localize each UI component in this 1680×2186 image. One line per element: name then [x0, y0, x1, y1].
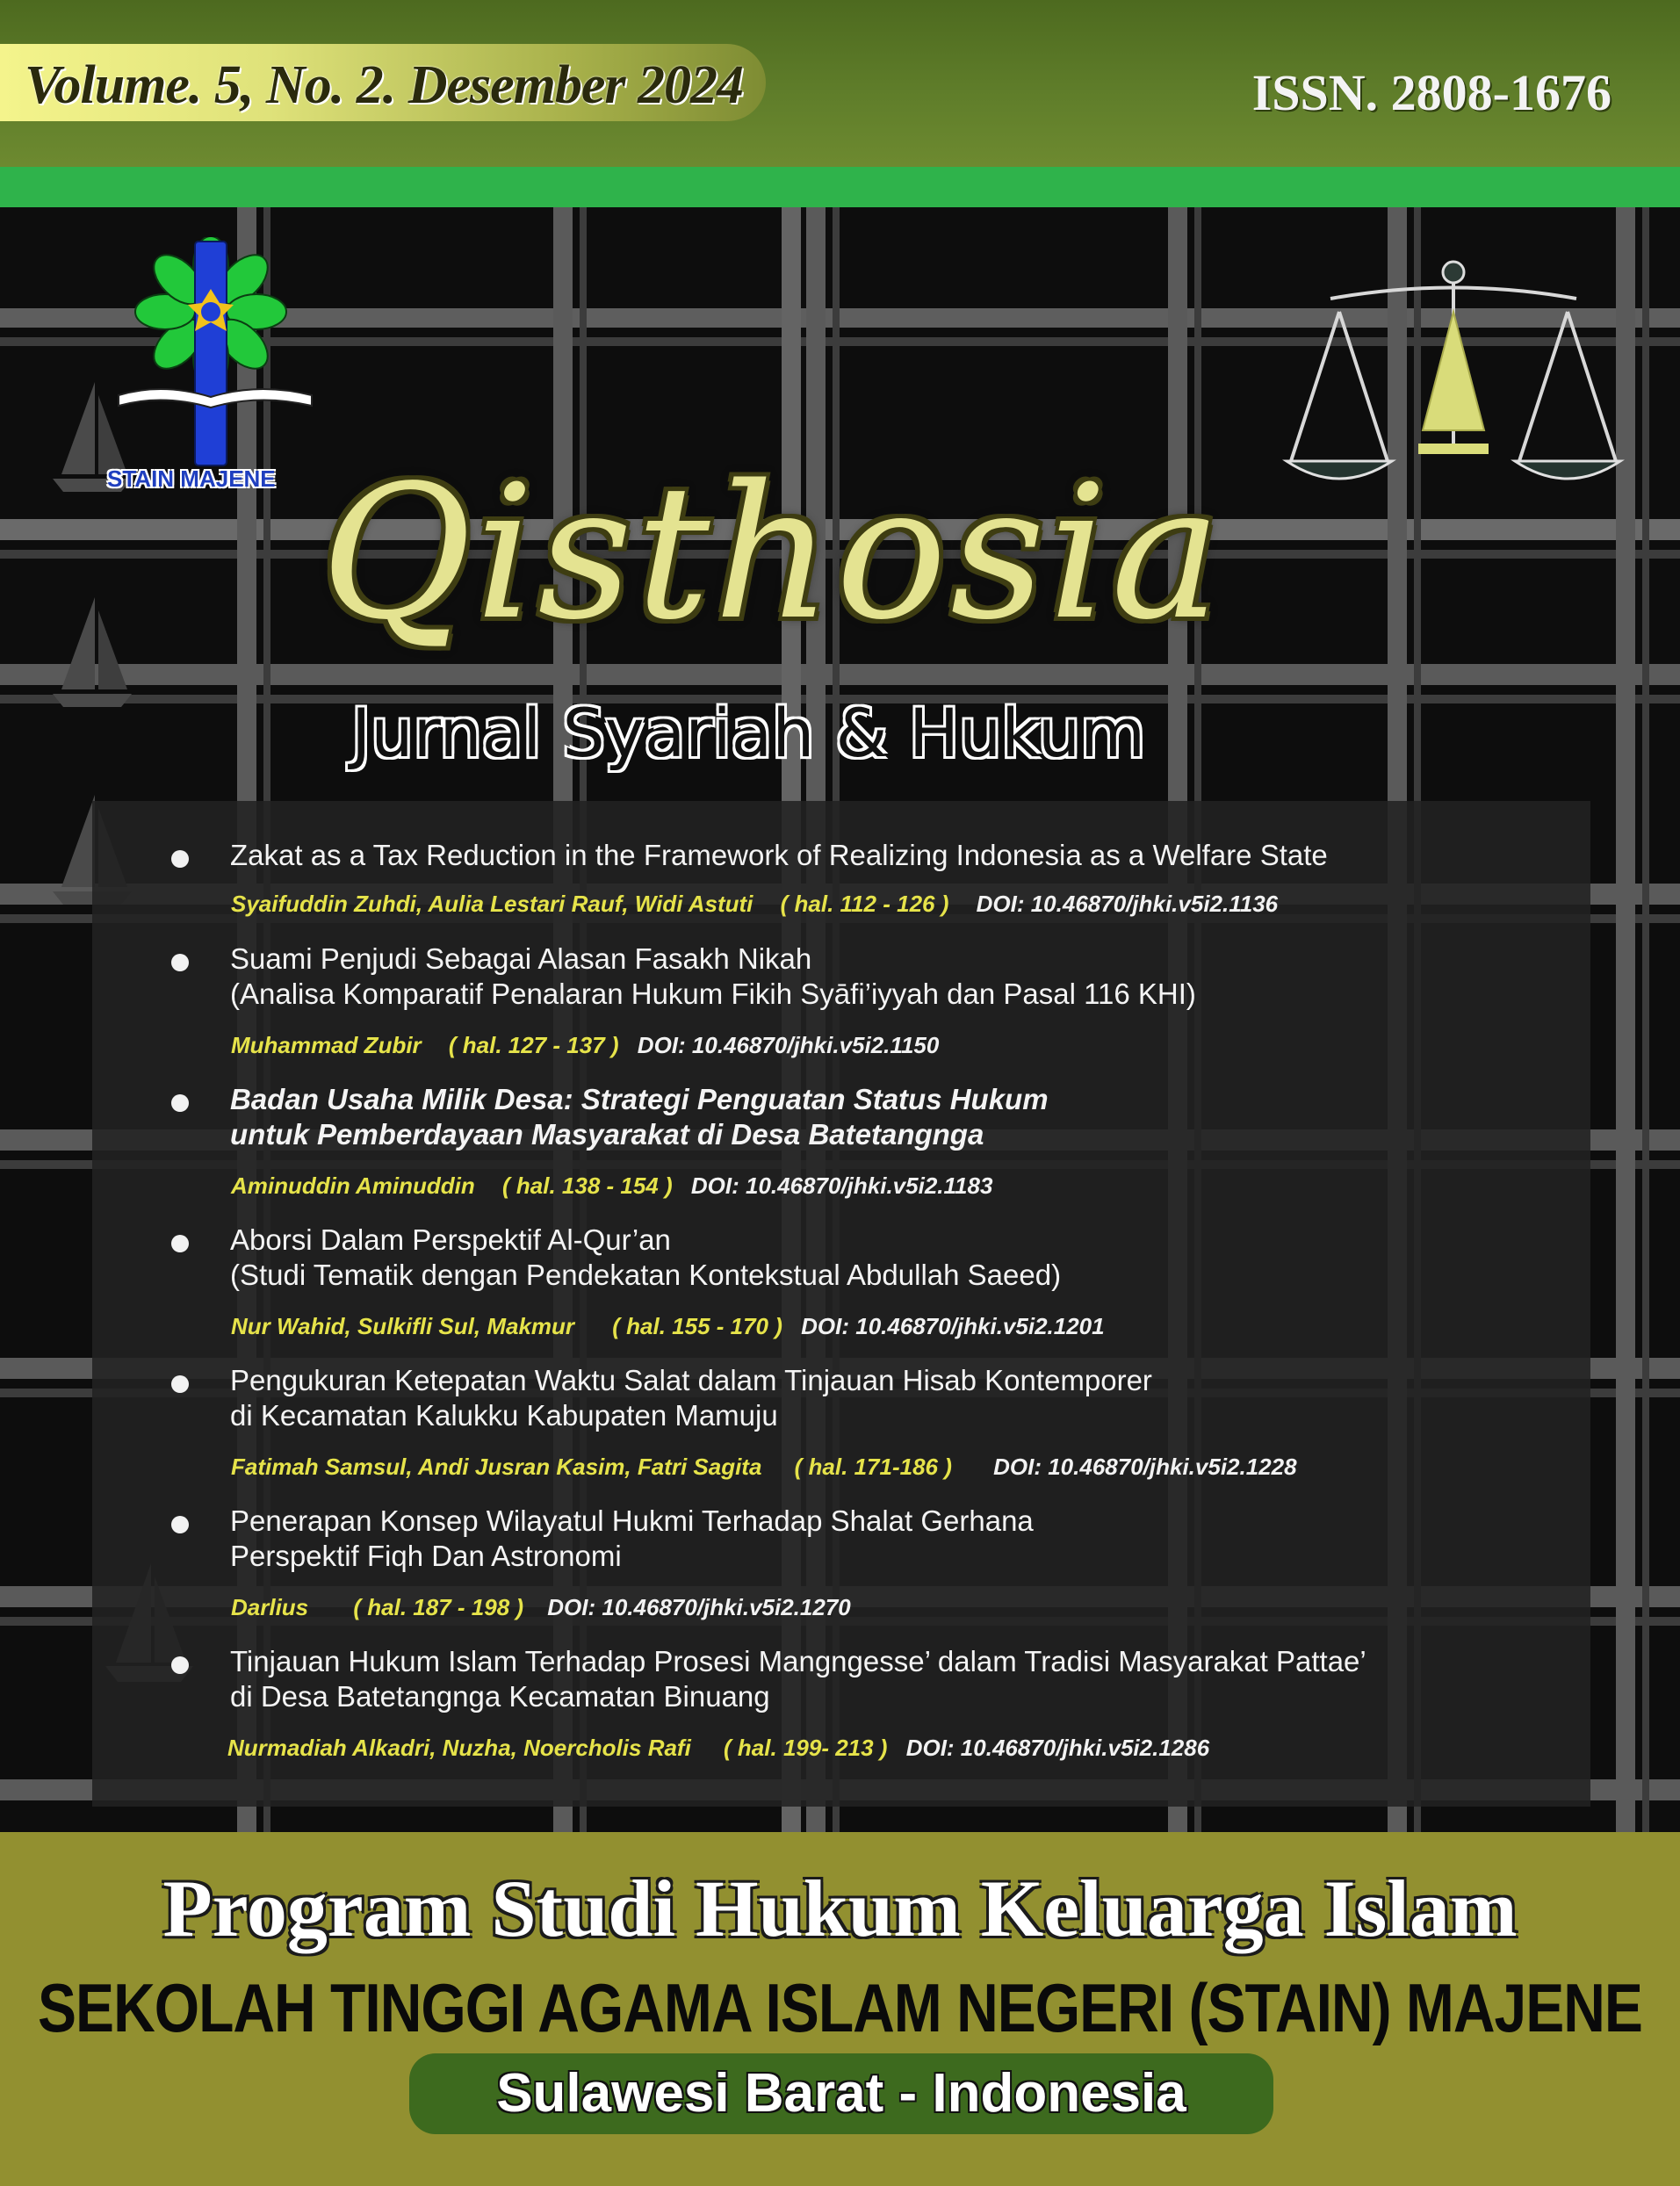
article-title-line: Aborsi Dalam Perspektif Al-Qur’an — [230, 1223, 671, 1256]
bullet-icon — [171, 1656, 189, 1674]
volume-label: Volume. 5, No. 2. Desember 2024 — [25, 55, 744, 115]
bullet-icon — [171, 1375, 189, 1393]
journal-title: Qisthosia — [321, 445, 1225, 660]
article-title-line: Penerapan Konsep Wilayatul Hukmi Terhadap Shalat Gerhana — [230, 1504, 1034, 1537]
article-title-line: Pengukuran Ketepatan Waktu Salat dalam Tinjauan Hisab Kontemporer — [230, 1364, 1152, 1396]
green-band — [0, 167, 1680, 207]
article-doi: DOI: 10.46870/jhki.v5i2.1201 — [801, 1313, 1105, 1339]
article-pages: ( hal. 171-186 ) — [794, 1454, 952, 1480]
bullet-icon — [171, 1235, 189, 1252]
article-title-line: Perspektif Fiqh Dan Astronomi — [230, 1540, 622, 1572]
article-title-line: di Kecamatan Kalukku Kabupaten Mamuju — [230, 1399, 778, 1432]
article-pages: ( hal. 138 - 154 ) — [502, 1172, 673, 1199]
bullet-icon — [171, 1516, 189, 1533]
bullet-icon — [171, 1094, 189, 1112]
stain-majene-logo — [97, 237, 334, 483]
article-title-line: (Analisa Komparatif Penalaran Hukum Fikih Syāfi’iyyah dan Pasal 116 KHI) — [230, 978, 1196, 1010]
article-title-line: Zakat as a Tax Reduction in the Framework of Realizing Indonesia as a Welfare State — [230, 839, 1328, 871]
bullet-icon — [171, 850, 189, 868]
sailboat-icon — [44, 593, 141, 716]
article-authors: Nurmadiah Alkadri, Nuzha, Noercholis Rafi — [227, 1735, 691, 1761]
institution-name: SEKOLAH TINGGI AGAMA ISLAM NEGERI (STAIN) MAJENE — [38, 1969, 1642, 2046]
bullet-icon — [171, 954, 189, 971]
scales-of-justice-icon — [1278, 259, 1629, 505]
article-title-line: (Studi Tematik dengan Pendekatan Kontekstual Abdullah Saeed) — [230, 1259, 1062, 1291]
article-pages: ( hal. 112 - 126 ) — [780, 891, 949, 917]
article-authors: Muhammad Zubir — [231, 1032, 422, 1058]
article-pages: ( hal. 155 - 170 ) — [612, 1313, 782, 1339]
article-title-line: Tinjauan Hukum Islam Terhadap Prosesi Mangngesse’ dalam Tradisi Masyarakat Pattae’ — [230, 1645, 1366, 1677]
article-title-line: Badan Usaha Milik Desa: Strategi Penguatan Status Hukum — [230, 1083, 1049, 1115]
logo-caption: STAIN MAJENE — [107, 465, 276, 492]
table-of-contents — [92, 801, 1590, 1807]
article-doi: DOI: 10.46870/jhki.v5i2.1286 — [905, 1735, 1210, 1761]
article-pages: ( hal. 199- 213 ) — [724, 1735, 888, 1761]
issn-label: ISSN. 2808-1676 — [1251, 64, 1612, 121]
article-doi: DOI: 10.46870/jhki.v5i2.1228 — [993, 1454, 1297, 1480]
article-doi: DOI: 10.46870/jhki.v5i2.1270 — [547, 1594, 851, 1620]
location-label: Sulawesi Barat - Indonesia — [496, 2063, 1186, 2124]
article-authors: Syaifuddin Zuhdi, Aulia Lestari Rauf, Widi Astuti — [231, 891, 753, 917]
article-title-line: Suami Penjudi Sebagai Alasan Fasakh Nikah — [230, 942, 812, 975]
article-doi: DOI: 10.46870/jhki.v5i2.1183 — [690, 1172, 993, 1199]
article-authors: Nur Wahid, Sulkifli Sul, Makmur — [231, 1313, 575, 1339]
article-authors: Aminuddin Aminuddin — [231, 1172, 475, 1199]
article-authors: Fatimah Samsul, Andi Jusran Kasim, Fatri Sagita — [231, 1454, 762, 1480]
article-pages: ( hal. 187 - 198 ) — [353, 1594, 524, 1620]
program-name: Program Studi Hukum Keluarga Islam — [162, 1864, 1518, 1953]
article-authors: Darlius — [231, 1594, 309, 1620]
article-doi: DOI: 10.46870/jhki.v5i2.1136 — [976, 891, 1279, 917]
article-pages: ( hal. 127 - 137 ) — [448, 1032, 619, 1058]
article-title-line: di Desa Batetangnga Kecamatan Binuang — [230, 1680, 770, 1713]
article-title-line: untuk Pemberdayaan Masyarakat di Desa Batetangnga — [230, 1118, 984, 1151]
article-doi: DOI: 10.46870/jhki.v5i2.1150 — [637, 1032, 940, 1058]
journal-subtitle: Jurnal Syariah & Hukum — [351, 694, 1146, 772]
